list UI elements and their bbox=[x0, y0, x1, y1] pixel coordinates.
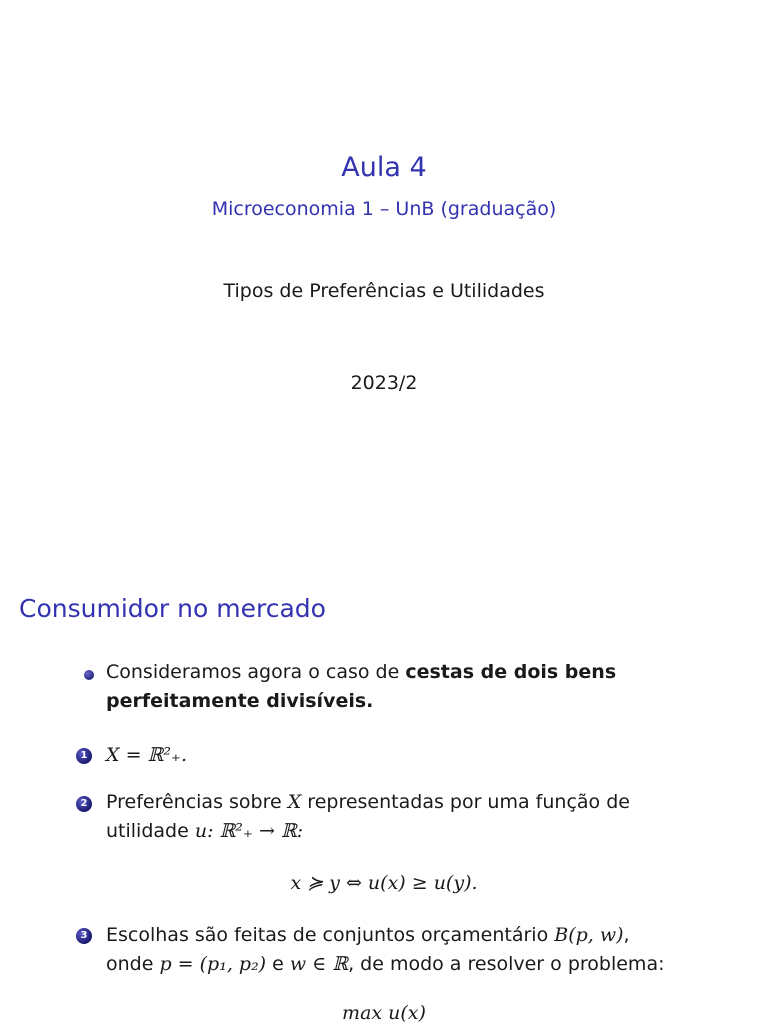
item-3-text-after: , de modo a resolver o problema: bbox=[348, 953, 665, 975]
item-3-text-mid: , onde bbox=[106, 924, 630, 975]
bullet-text: Consideramos agora o caso de bbox=[106, 661, 406, 683]
item-1-math: X = ℝ²₊. bbox=[106, 744, 188, 766]
item-3-math-b: p = (p₁, p₂) bbox=[159, 953, 267, 975]
number-3-icon: 3 bbox=[76, 928, 92, 944]
item-3-math-a: B(p, w) bbox=[554, 924, 624, 946]
item-2-var: X bbox=[287, 791, 302, 813]
number-1-icon: 1 bbox=[76, 748, 92, 764]
item-3-display-math: max u(x) bbox=[342, 1002, 426, 1024]
number-2-icon: 2 bbox=[76, 796, 92, 812]
slide-subtitle: Microeconomia 1 – UnB (graduação) bbox=[211, 198, 557, 220]
item-3-text-before: Escolhas são feitas de conjuntos orçamentário bbox=[106, 924, 555, 946]
slide-topic: Tipos de Preferências e Utilidades bbox=[223, 280, 545, 302]
frame-title: Consumidor no mercado bbox=[19, 594, 326, 623]
item-2-display-math: x ≽ y ⇔ u(x) ≥ u(y). bbox=[290, 872, 478, 894]
item-3-math-c: w ∈ ℝ bbox=[289, 953, 349, 975]
enum-item-2 bbox=[106, 788, 666, 846]
item-2-text-before: Preferências sobre bbox=[106, 791, 288, 813]
item-2-math-tail: u: ℝ²₊ → ℝ: bbox=[194, 820, 304, 842]
item-2-text-after: representadas por uma função de utilidade bbox=[106, 791, 630, 842]
slide-title: Aula 4 bbox=[341, 152, 427, 183]
content-slide bbox=[0, 576, 768, 1024]
enum-item-3 bbox=[106, 921, 666, 979]
enum-item-1 bbox=[106, 741, 666, 770]
bullet-bold-text: cestas de dois bens perfeitamente divisíveis. bbox=[106, 661, 617, 712]
item-3-text-e: e bbox=[266, 953, 290, 975]
bullet-dot-icon bbox=[84, 670, 94, 680]
slide-date: 2023/2 bbox=[350, 372, 418, 394]
bullet-item bbox=[106, 658, 666, 716]
